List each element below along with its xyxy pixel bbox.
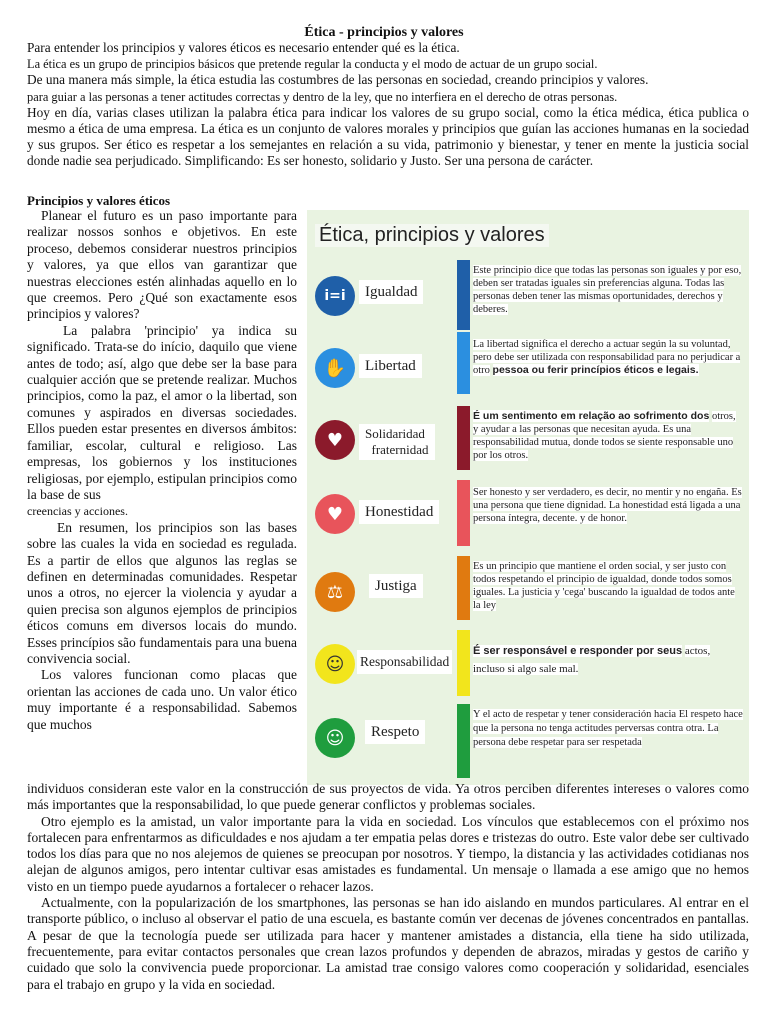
color-bar xyxy=(457,332,470,394)
infographic-description: Este principio dice que todas las personas son iguales y por eso, deben ser tratadas iguales sin preferencias alguna. Todas las personas deben tener las mismas oportunidades, derechos y deberes. xyxy=(473,265,742,315)
body-paragraph: Planear el futuro es un paso importante para realizar nossos sonhos e objetivos. En este proceso, debemos considerar nuestros principios y valores, ya que ellos van garantizar que nuestras elecciones estén alinhadas aquello en lo que creemos. Pero ¿Qué son exactamente esos principios y valores? xyxy=(27,208,297,322)
bottom-text xyxy=(27,781,749,993)
infographic-row-honestidad xyxy=(307,480,749,550)
equality-icon: i=i xyxy=(315,276,355,316)
infographic-label: Igualdad xyxy=(359,280,423,304)
heart-hand-icon: ♥ xyxy=(315,494,355,534)
people-icon: ☺ xyxy=(315,718,355,758)
color-bar xyxy=(457,556,470,620)
infographic-description: La libertad significa el derecho a actuar según la su voluntad, pero debe ser utilizada con responsabilidad para no perjudicar a otro pessoa ou ferir princípios éticos e legais. xyxy=(473,339,741,376)
infographic-title: Ética, principios y valores xyxy=(315,224,549,247)
infographic-row-justicia xyxy=(307,556,749,626)
color-bar xyxy=(457,704,470,778)
infographic-label: Respeto xyxy=(365,720,425,744)
body-paragraph: La palabra 'principio' ya indica su significado. Trata-se do início, daquilo que viene antes de todo; así, algo que debe ser la base para cualquier acción que se pretende realizar. Muchos principios, como la paz, el amor o la libertad, son comunes y aspirados en diversas sociedades. Ellos pueden estar presentes en diversos ámbitos: familiar, escolar, cultural e religioso. Las empresas, los gobiernos y los instituciones religiosas, por ejemplo, estipulan principios como la base de sus xyxy=(27,322,297,502)
intro-section xyxy=(27,40,749,170)
body-paragraph: creencias y acciones. xyxy=(27,504,128,519)
document-title: Ética - principios y valores xyxy=(304,25,464,40)
infographic-label: Justiga xyxy=(369,574,423,598)
infographic-row-solidaridad xyxy=(307,406,749,476)
intro-paragraph: La ética es un grupo de principios básicos que pretende regular la conducta y el modo de actuar de un grupo social. xyxy=(27,57,598,72)
infographic-description: Y el acto de respetar y tener consideración hacia El respeto hace que la persona no tenga actitudes perversas contra otra. La persona debe respetar para ser respetada xyxy=(473,709,743,748)
infographic-row-respeto xyxy=(307,704,749,774)
infographic-label: Responsabilidad xyxy=(357,650,452,674)
intro-paragraph: De una manera más simple, la ética estudia las costumbres de las personas en sociedad, creando principios y valores. xyxy=(27,72,649,88)
scales-icon: ⚖ xyxy=(315,572,355,612)
color-bar xyxy=(457,406,470,470)
person-icon: ☺ xyxy=(315,644,355,684)
intro-paragraph: Para entender los principios y valores éticos es necesario entender qué es la ética. xyxy=(27,40,460,55)
handshake-heart-icon: ♥ xyxy=(315,420,355,460)
intro-paragraph: para guiar a las personas a tener actitudes correctas y dentro de la ley, que no interfiera en el derecho de otras personas. xyxy=(27,89,618,104)
section-heading: Principios y valores éticos xyxy=(27,193,171,208)
body-paragraph: Los valores funcionan como placas que orientan las acciones de cada uno. Un valor ético muy importante é a responsabilidad. Sabemos que muchos xyxy=(27,667,297,732)
hands-icon: ✋ xyxy=(315,348,355,388)
infographic-description: Ser honesto y ser verdadero, es decir, no mentir y no engaña. Es una persona que tiene dignidad. La honestidad está ligada a una persona íntegra, decente. y de honor. xyxy=(473,487,742,524)
body-paragraph: Actualmente, con la popularización de los smartphones, las personas se han ido aislando en mundos particulares. Al entrar en el transporte público, o incluso al observar el patio de una escuela, es bastante común ver decenas de jóvenes concentrados en pantallas. A pesar de que la tecnología puede ser utilizada para hacer y mantener amistades a distancia, ella tiene ha sido utilizada, frecuentemente, para evitar contactos personales que crean lazos profundos y dependen de abrazos, miradas y gestos de cariño y cuidado que solo la convivencia puede proporcionar. La amistad trae consigo valores como cooperación y solidaridad, esenciales para el trabajo en grupo y la vida en sociedad. xyxy=(27,895,749,992)
infographic-label: Libertad xyxy=(359,354,422,378)
color-bar xyxy=(457,260,470,330)
body-paragraph: individuos consideran este valor en la construcción de sus proyectos de vida. Ya otros perciben diferentes intereses o valores como más importantes que la responsabilidad, lo que puede generar conflictos y problemas sociales. xyxy=(27,781,749,813)
infographic-description: Es un principio que mantiene el orden social, y ser justo con todos respetando el principio de igualdad, donde todos somos iguales. La justicia y 'cega' buscando la igualdad de todos ante la ley xyxy=(473,561,735,611)
body-paragraph: Otro ejemplo es la amistad, un valor importante para la vida en sociedad. Los vínculos que establecemos con el próximo nos fortalecen para enfrentarmos as dificuldades e nos ajudam a ter empatia pelas dores e tristezas do outro. Este valor debe ser cultivado todos los días para que no nos alejemos de quienes se preocupan por nosotros. Y tiempo, la distancia y las actividades cotidianas nos alejan de algunos amigos, pero intentar cultivar esas amistades es fundamental. Un mensaje o llamada a ese amigo que no hemos visto en un tiempo puede ayudarnos a fortalecer o rehacer lazos. xyxy=(27,813,749,894)
infographic-description: É um sentimento em relação ao sofrimento dos otros, y ayudar a las personas que necesitan ayuda. Es una responsabilidad mutua, donde todos se siente responsable uno por los otros. xyxy=(473,410,736,461)
infographic-label: Solidaridad fraternidad xyxy=(359,424,435,460)
infographic-description: É ser responsável e responder por seus actos, incluso si algo sale mal. xyxy=(473,645,711,675)
ethics-infographic xyxy=(307,210,749,785)
infographic-row-responsabilidad xyxy=(307,630,749,700)
intro-paragraph: Hoy en día, varias clases utilizan la palabra ética para indicar los valores de su grupo social, como la ética médica, ética publica o mesmo a ética de uma empresa. La ética es un conjunto de valores morales y principios que guían las acciones humanas en la sociedad y sus grupos. Ser ético es respetar a los semejantes en relación a su vida, patrimonio y bienestar, y tener en mente la justicia social donde nadie sea perjudicado. Simplificando: Es ser honesto, solidario y Justo. Ser una persona de carácter. xyxy=(27,104,749,169)
infographic-row-igualdad xyxy=(307,260,749,330)
infographic-label: Honestidad xyxy=(359,500,439,524)
infographic-row-libertad xyxy=(307,332,749,402)
body-paragraph: En resumen, los principios son las bases sobre las cuales la vida en sociedad es regulada. Es a partir de ellos que algunos las reglas se definen en determinadas comunidades. Respetar unos a otros, no ejercer la violencia y ayudar a quien precisa son algunos ejemplos de principios éticos comuns em diversos locais do mundo. Esses princípios são fundamentais para una buena convivencia social. xyxy=(27,519,297,666)
color-bar xyxy=(457,630,470,696)
color-bar xyxy=(457,480,470,546)
left-column-text xyxy=(27,208,297,733)
